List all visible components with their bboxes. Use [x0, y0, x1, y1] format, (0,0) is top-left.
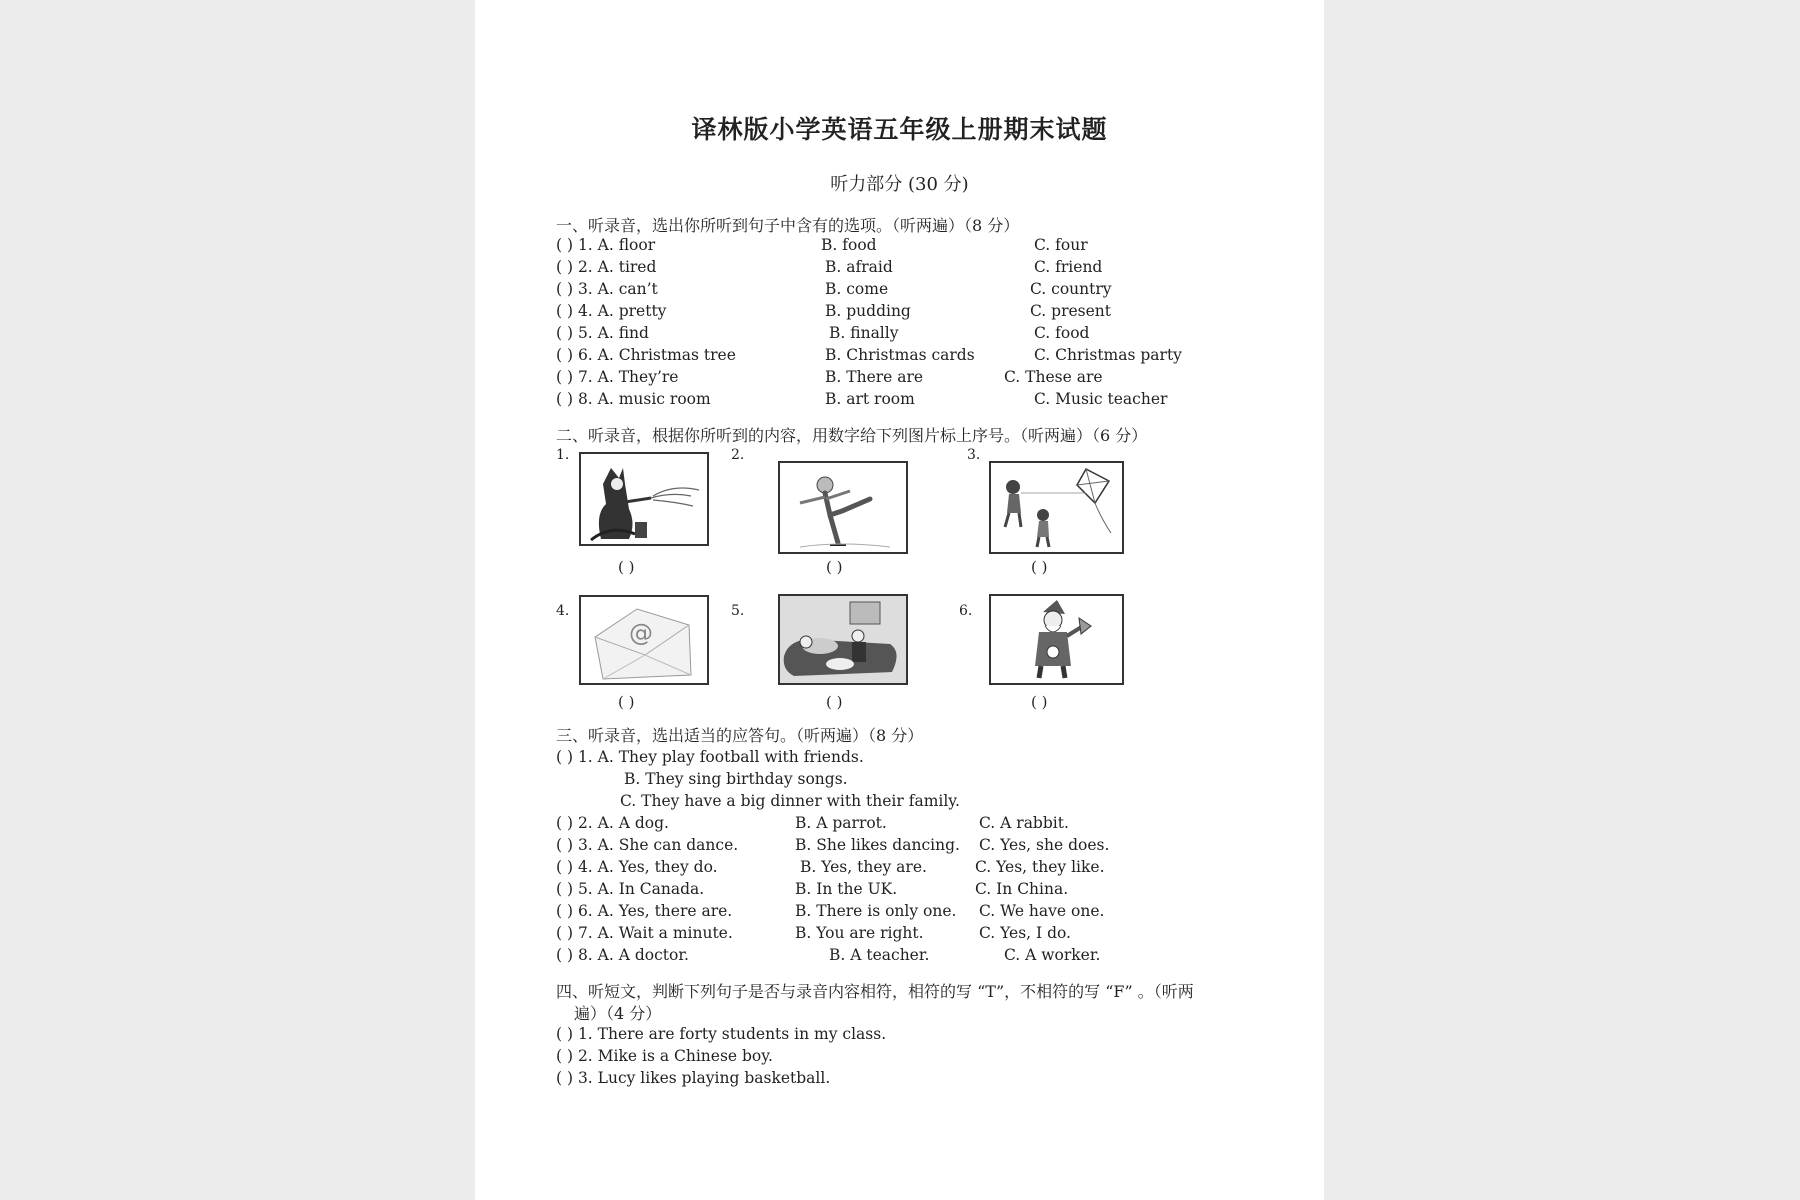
picture-number: 1. [556, 447, 570, 463]
firefighter-picture [579, 452, 709, 546]
option-b: B. A teacher. [829, 946, 930, 964]
true-false-item: ( ) 2. Mike is a Chinese boy. [556, 1047, 773, 1065]
picture-number: 4. [556, 603, 570, 619]
option-c: C. Music teacher [1034, 390, 1168, 408]
option-c: C. food [1034, 324, 1090, 342]
family-living-room-picture [778, 594, 908, 685]
true-false-item: ( ) 1. There are forty students in my class. [556, 1025, 887, 1043]
question-option-a: ( ) 2. A. A dog. [556, 814, 669, 832]
option-c: C. They have a big dinner with their family. [620, 792, 960, 810]
picture-number: 3. [967, 447, 981, 463]
question-option-a: ( ) 8. A. A doctor. [556, 946, 689, 964]
option-c: C. Yes, she does. [979, 836, 1110, 854]
option-c: C. A rabbit. [979, 814, 1069, 832]
option-b: B. Yes, they are. [800, 858, 927, 876]
question-option-a: ( ) 4. A. pretty [556, 302, 667, 320]
question-option-a: ( ) 6. A. Christmas tree [556, 346, 736, 364]
question-option-a: ( ) 3. A. can’t [556, 280, 658, 298]
option-c: C. four [1034, 236, 1088, 254]
listening-part-subtitle: 听力部分 (30 分) [830, 174, 969, 195]
option-b: B. afraid [825, 258, 893, 276]
ice-skater-picture [778, 461, 908, 554]
answer-blank[interactable]: ( ) [1031, 558, 1048, 576]
option-b: B. finally [829, 324, 899, 342]
exam-page [475, 0, 1324, 1200]
option-b: B. pudding [825, 302, 911, 320]
question-option-a: ( ) 7. A. They’re [556, 368, 679, 386]
question-option-a: ( ) 5. A. find [556, 324, 649, 342]
answer-blank[interactable]: ( ) [826, 693, 843, 711]
option-b: B. art room [825, 390, 915, 408]
answer-blank[interactable]: ( ) [826, 558, 843, 576]
option-b: B. food [821, 236, 877, 254]
option-c: C. A worker. [1004, 946, 1101, 964]
question-option-a: ( ) 1. A. They play football with friends. [556, 748, 864, 766]
kite-flying-picture [989, 461, 1124, 554]
picture-number: 2. [731, 447, 745, 463]
question-option-a: ( ) 1. A. floor [556, 236, 656, 254]
option-b: B. Christmas cards [825, 346, 975, 364]
section4-heading-continued: 遍）（4 分） [574, 1004, 662, 1023]
option-c: C. We have one. [979, 902, 1105, 920]
picture-number: 5. [731, 603, 745, 619]
question-option-a: ( ) 4. A. Yes, they do. [556, 858, 718, 876]
option-b: B. They sing birthday songs. [624, 770, 848, 788]
option-c: C. friend [1034, 258, 1103, 276]
question-option-a: ( ) 3. A. She can dance. [556, 836, 739, 854]
question-option-a: ( ) 8. A. music room [556, 390, 711, 408]
option-b: B. She likes dancing. [795, 836, 960, 854]
question-option-a: ( ) 2. A. tired [556, 258, 657, 276]
option-c: C. country [1030, 280, 1112, 298]
question-option-a: ( ) 7. A. Wait a minute. [556, 924, 733, 942]
question-option-a: ( ) 6. A. Yes, there are. [556, 902, 733, 920]
answer-blank[interactable]: ( ) [618, 693, 635, 711]
option-b: B. There are [825, 368, 924, 386]
question-option-a: ( ) 5. A. In Canada. [556, 880, 705, 898]
section4-heading: 四、听短文，判断下列句子是否与录音内容相符，相符的写 “T”，不相符的写 “F” 。（听两 [556, 982, 1194, 1001]
page-title: 译林版小学英语五年级上册期末试题 [691, 115, 1108, 144]
option-c: C. Yes, they like. [975, 858, 1105, 876]
section3-heading: 三、听录音，选出适当的应答句。（听两遍）（8 分） [556, 726, 924, 745]
section2-heading: 二、听录音，根据你所听到的内容，用数字给下列图片标上序号。（听两遍）（6 分） [556, 426, 1148, 445]
option-b: B. come [825, 280, 889, 298]
option-b: B. In the UK. [795, 880, 898, 898]
option-b: B. A parrot. [795, 814, 887, 832]
option-c: C. Christmas party [1034, 346, 1182, 364]
option-c: C. Yes, I do. [979, 924, 1071, 942]
option-c: C. These are [1004, 368, 1103, 386]
true-false-item: ( ) 3. Lucy likes playing basketball. [556, 1069, 831, 1087]
section1-heading: 一、听录音，选出你所听到句子中含有的选项。（听两遍）（8 分） [556, 216, 1020, 235]
option-c: C. present [1030, 302, 1112, 320]
svg-text:@: @ [629, 619, 653, 647]
option-b: B. There is only one. [795, 902, 957, 920]
father-christmas-picture [989, 594, 1124, 685]
option-c: C. In China. [975, 880, 1069, 898]
answer-blank[interactable]: ( ) [618, 558, 635, 576]
picture-number: 6. [959, 603, 973, 619]
answer-blank[interactable]: ( ) [1031, 693, 1048, 711]
email-envelope-picture [579, 595, 709, 685]
option-b: B. You are right. [795, 924, 924, 942]
